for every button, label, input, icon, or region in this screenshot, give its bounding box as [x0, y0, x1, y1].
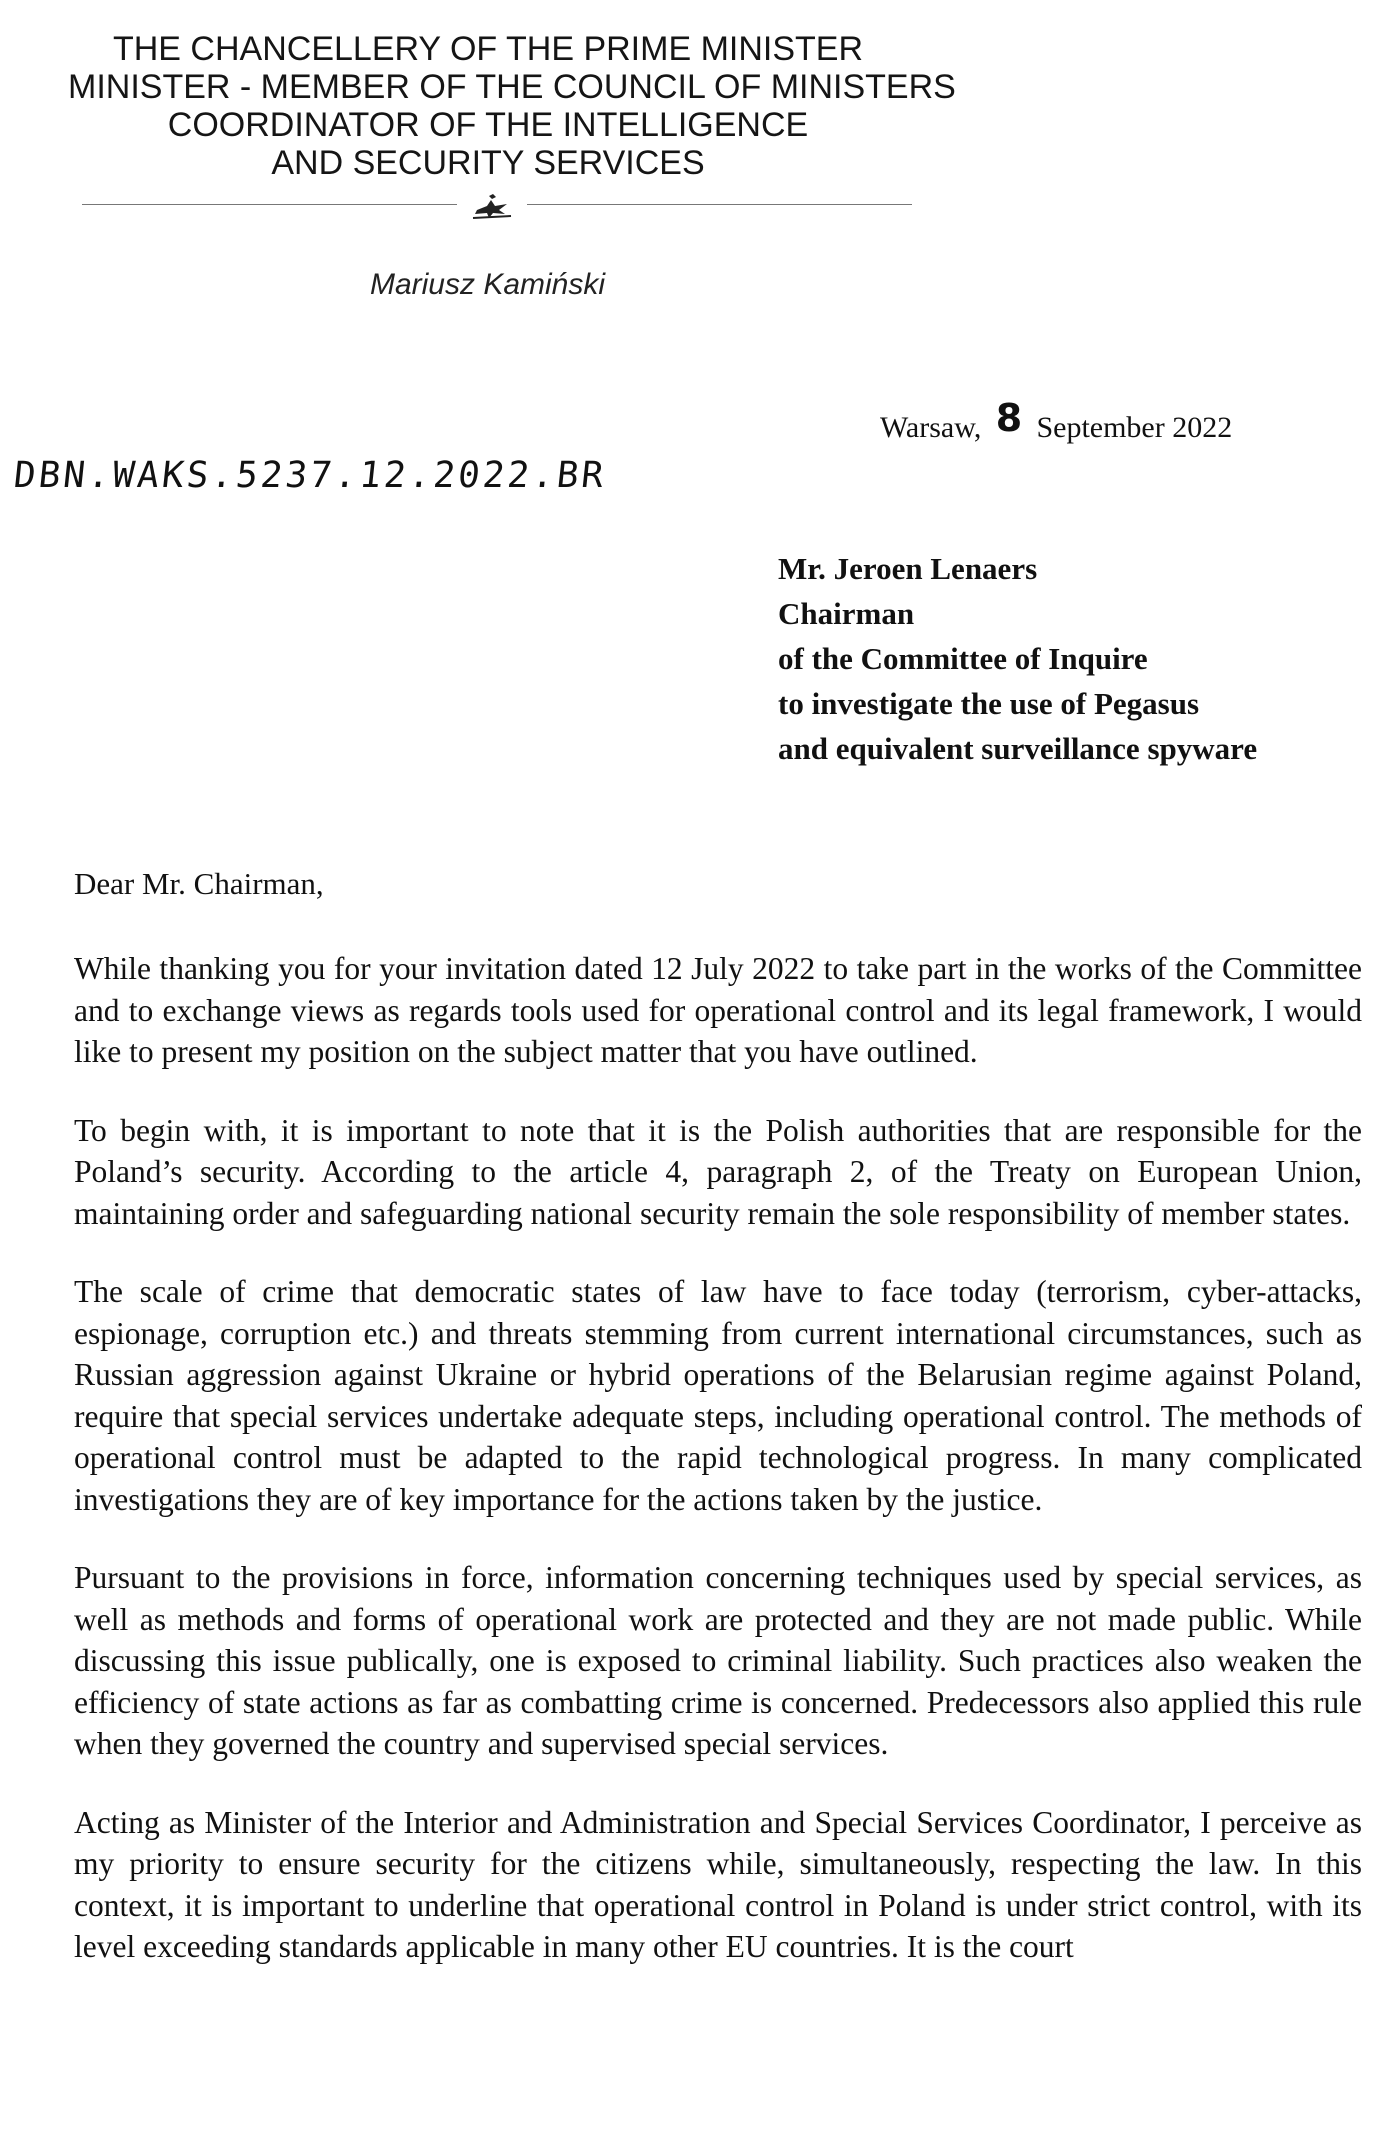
date-place: Warsaw,: [880, 411, 982, 444]
reference-number-handwritten: DBN.WAKS.5237.12.2022.BR: [11, 455, 609, 496]
addressee-line-4: to investigate the use of Pegasus: [778, 686, 1200, 721]
addressee-block: [778, 546, 1378, 771]
letterhead-line-3: COORDINATOR OF THE INTELLIGENCE: [167, 106, 809, 144]
addressee-line-3: of the Committee of Inquire: [778, 641, 1148, 676]
addressee-line-5: and equivalent surveillance spyware: [778, 731, 1258, 766]
body-paragraph-2: To begin with, it is important to note that it is the Polish authorities that are responsible for the Poland’s security. According to the article 4, paragraph 2, of the Treaty on European Union, maintaining order and safeguarding national security remain the sole responsibility of member states.: [74, 1112, 1362, 1231]
white-eagle-emblem-icon: [467, 190, 517, 224]
date-day-handwritten: 8: [995, 396, 1023, 440]
body-paragraph-1: While thanking you for your invitation dated 12 July 2022 to take part in the works of the Committee and to exchange views as regards tools used for operational control and its legal framework, I would like to present my position on the subject matter that you have outlined.: [74, 951, 1362, 1069]
divider-right-rule: [527, 204, 912, 205]
salutation: Dear Mr. Chairman,: [74, 866, 324, 901]
letterhead-divider: [82, 196, 912, 226]
letter-body: [74, 948, 1362, 2005]
letterhead: [68, 30, 956, 182]
addressee-title: Chairman: [778, 596, 915, 631]
date-line: [880, 396, 1233, 446]
signer-name: Mariusz Kamiński: [369, 268, 606, 301]
letterhead-line-1: THE CHANCELLERY OF THE PRIME MINISTER: [112, 30, 864, 68]
date-month-year: September 2022: [1036, 411, 1233, 444]
body-paragraph-3: The scale of crime that democratic states of law have to face today (terrorism, cyber-attacks, espionage, corruption etc.) and threats stemming from current international circumstances, such as Russian aggression against Ukraine or hybrid operations of the Belarusian regime against Poland, require that special services undertake adequate steps, including operational control. The methods of operational control must be adapted to the rapid technological progress. In many complicated investigations they are of key importance for the actions taken by the justice.: [74, 1274, 1362, 1517]
body-paragraph-5: Acting as Minister of the Interior and Administration and Special Services Coordinator, I perceive as my priority to ensure security for the citizens while, simultaneously, respecting the law. In this context, it is important to underline that operational control in Poland is under strict control, with its level exceeding standards applicable in many other EU countries. It is the court: [74, 1804, 1362, 1964]
addressee-name: Mr. Jeroen Lenaers: [778, 551, 1038, 586]
divider-left-rule: [82, 204, 457, 205]
letterhead-line-4: AND SECURITY SERVICES: [271, 144, 705, 182]
letterhead-line-2: MINISTER - MEMBER OF THE COUNCIL OF MINISTERS: [68, 68, 956, 106]
body-paragraph-4: Pursuant to the provisions in force, information concerning techniques used by special services, as well as methods and forms of operational work are protected and they are not made public. While discussing this issue publically, one is exposed to criminal liability. Such practices also weaken the efficiency of state actions as far as combatting crime is concerned. Predecessors also applied this rule when they governed the country and supervised special services.: [74, 1560, 1362, 1761]
